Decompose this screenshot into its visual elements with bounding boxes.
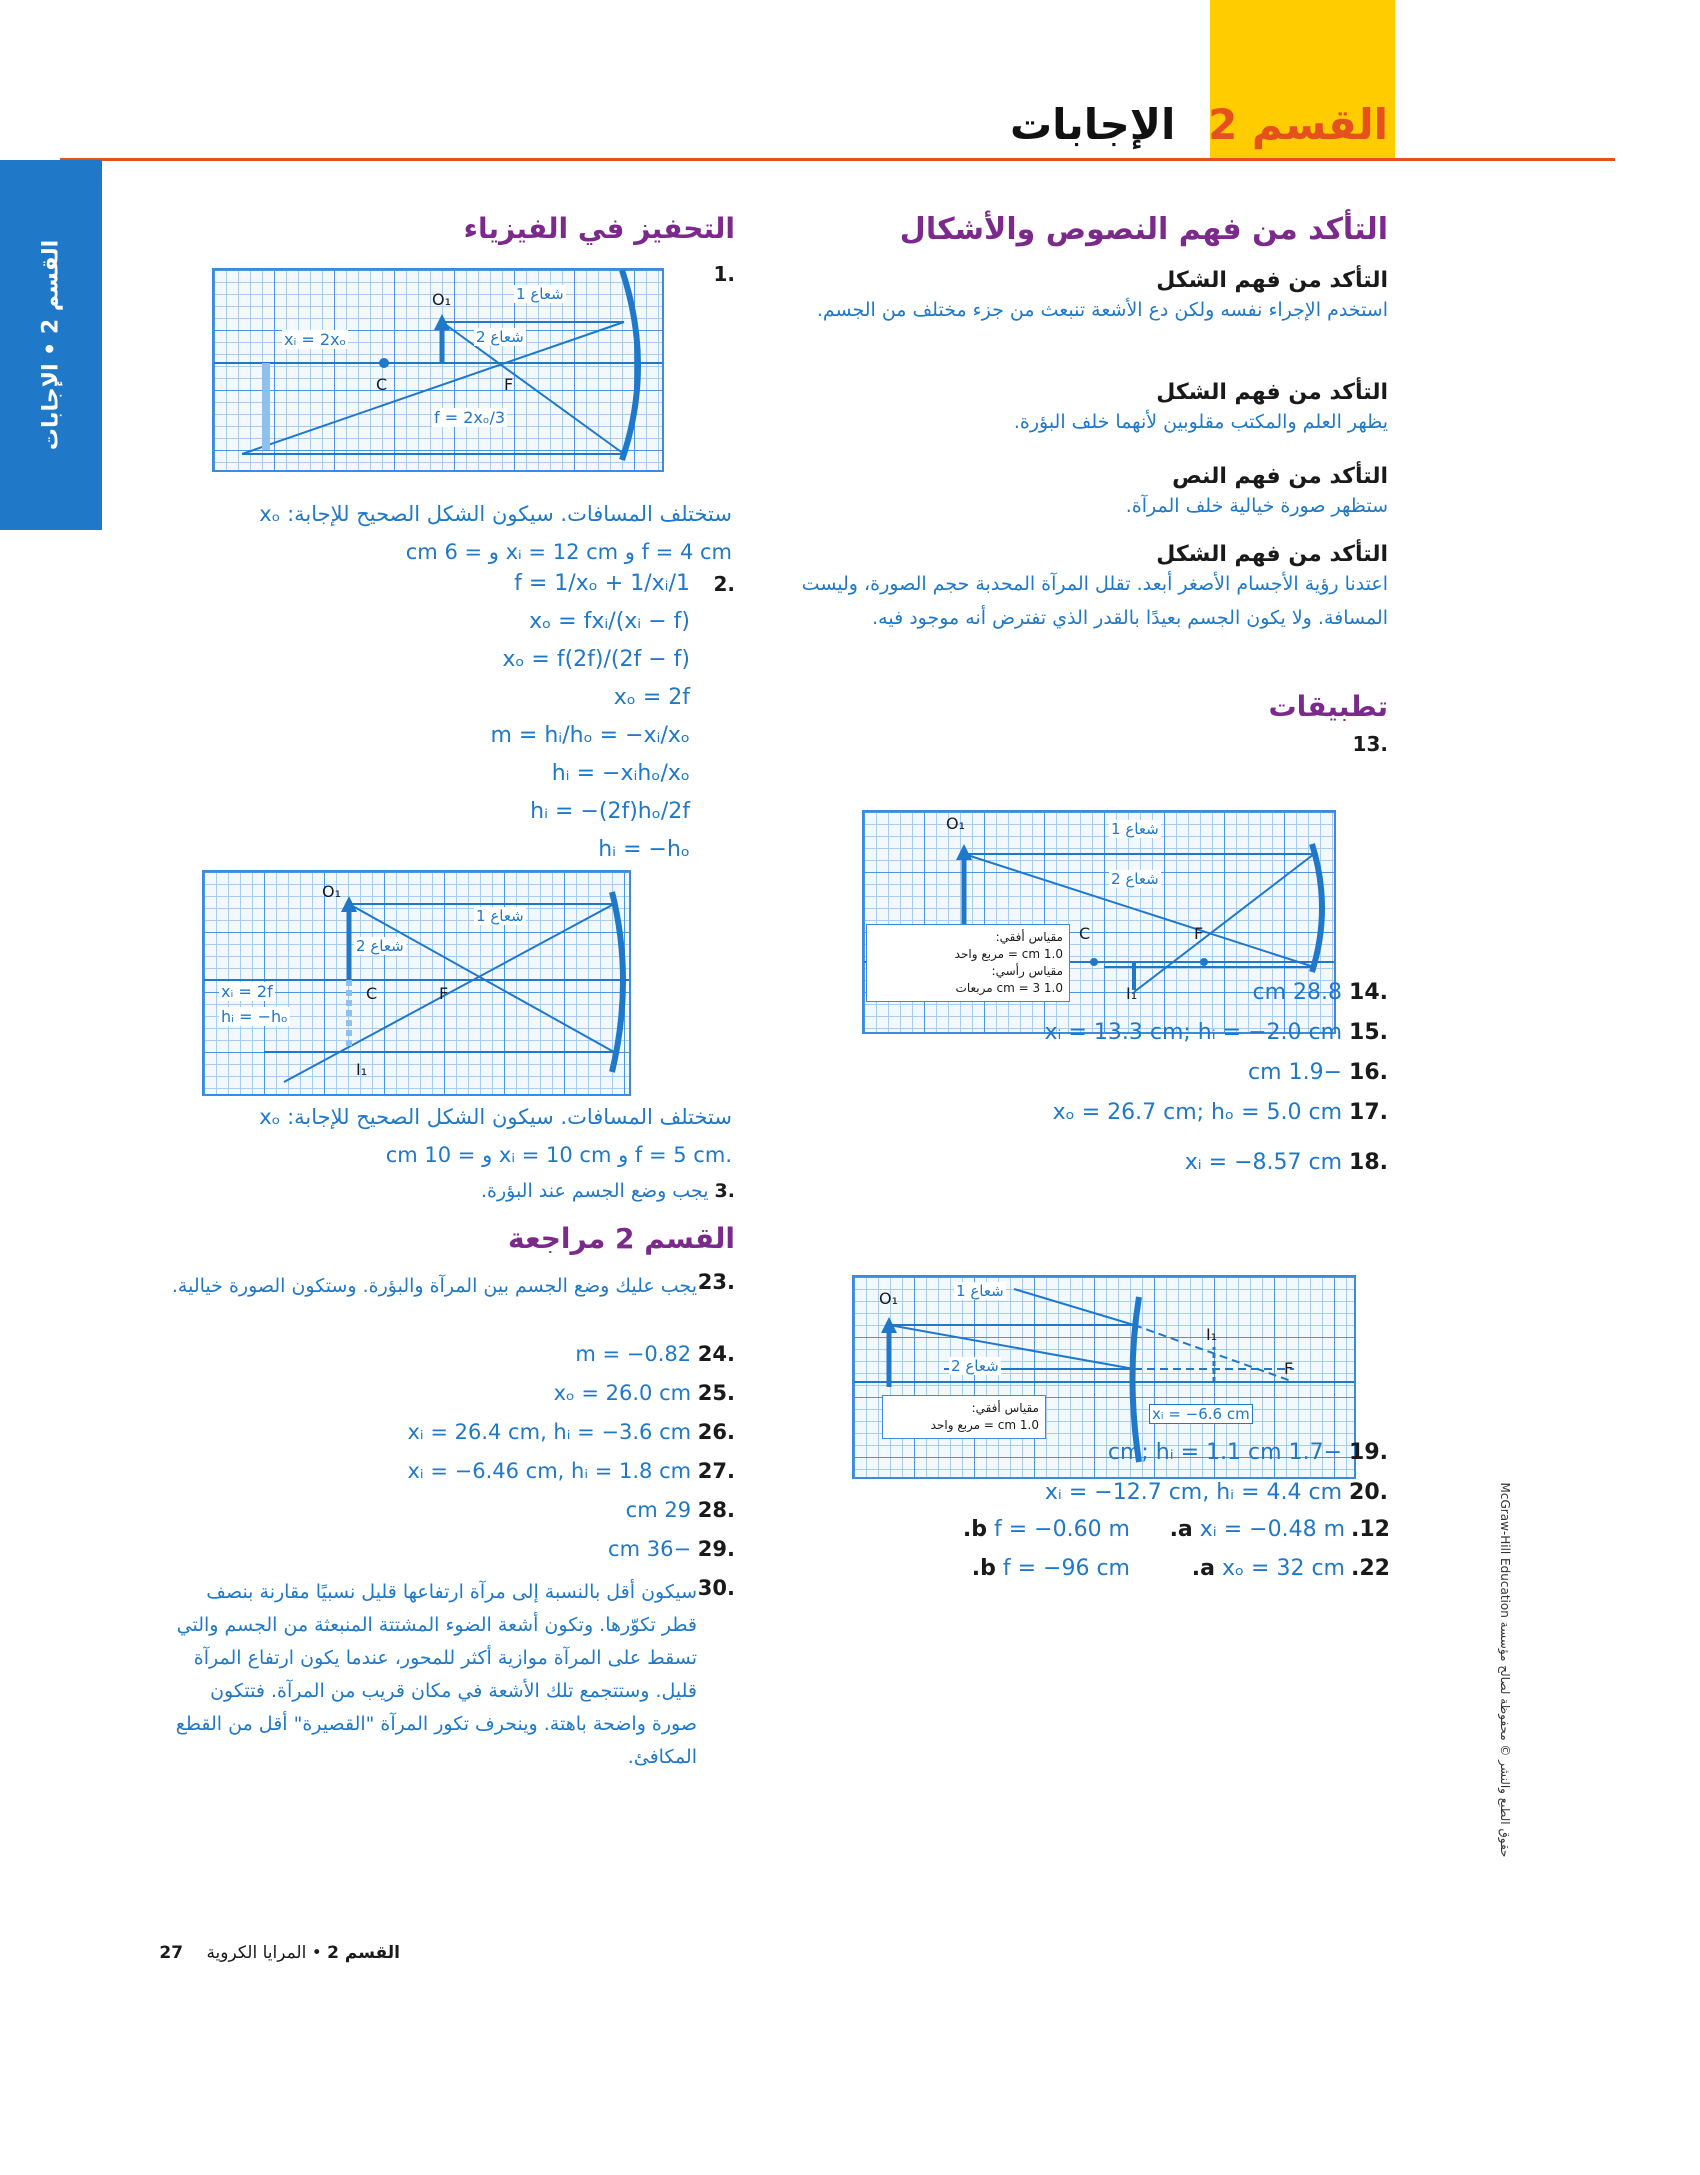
eq-line: hᵢ = −hₒ xyxy=(598,837,690,862)
answer-22: .22 .a xₒ = 32 cm .b f = −96 cm xyxy=(971,1556,1390,1581)
label-o1: O₁ xyxy=(879,1289,899,1308)
check-title: التأكد من فهم النص xyxy=(1172,464,1388,489)
label-i1: I₁ xyxy=(356,1060,368,1079)
check-text: اعتدنا رؤية الأجسام الأصغر أبعد. تقلل المرآة المحدبة حجم الصورة، وليست المسافة. ولا يكون الجسم بعيدًا بالقدر الذي تفترض أنه موجود فيه. xyxy=(801,573,1388,629)
answer-row: .16 −1.9 cm xyxy=(1248,1060,1388,1085)
label-ray1: شعاع 1 xyxy=(1111,820,1159,838)
q13-number: .13 xyxy=(1352,732,1388,756)
figure-19-scale: مقياس أفقي: 1.0 cm = مربع واحد xyxy=(882,1395,1046,1439)
ray-1-reflected xyxy=(1134,854,1314,992)
check-title: التأكد من فهم الشكل xyxy=(1156,542,1388,567)
mirror-arc xyxy=(1133,1297,1140,1462)
label-c: C xyxy=(1079,924,1091,943)
title-text: الإجابات xyxy=(1009,100,1176,149)
checks-list xyxy=(788,268,1388,635)
answer-12: .12 .a xᵢ = −0.48 m .b f = −0.60 m xyxy=(962,1517,1390,1542)
applications-heading: تطبيقات xyxy=(1268,690,1388,723)
review-24: .24 m = −0.82 xyxy=(575,1342,735,1366)
q2-number: .2 xyxy=(713,572,735,596)
label-xi: xᵢ = 2f xyxy=(221,982,273,1001)
review-27: .27 xᵢ = −6.46 cm, hᵢ = 1.8 cm xyxy=(407,1459,735,1483)
answer-row: .17 xₒ = 26.7 cm; hₒ = 5.0 cm xyxy=(1052,1100,1388,1125)
eq-line: hᵢ = −xᵢhₒ/xₒ xyxy=(551,761,690,786)
label-ray2: شعاع 2 xyxy=(951,1357,999,1375)
label-o1: O₁ xyxy=(322,882,342,901)
mirror-arc xyxy=(622,270,638,460)
eq-line: xₒ = 2f xyxy=(613,685,690,710)
side-tab-text: القسم 2 • الإجابات xyxy=(38,239,64,451)
answer-row: .20 xᵢ = −12.7 cm, hᵢ = 4.4 cm xyxy=(1044,1480,1388,1505)
page-title xyxy=(688,100,1388,149)
eq-line: 1/f = 1/xₒ + 1/xᵢ xyxy=(514,571,690,596)
check-text: ستظهر صورة خيالية خلف المرآة. xyxy=(1125,495,1388,517)
review-25: .25 xₒ = 26.0 cm xyxy=(553,1381,735,1405)
label-f: F xyxy=(1194,924,1204,943)
label-c: C xyxy=(376,375,388,394)
check-text: يظهر العلم والمكتب مقلوبين لأنهما خلف البؤرة. xyxy=(1013,411,1388,433)
ray-1-reflected xyxy=(284,904,614,1082)
ray-2 xyxy=(442,322,624,454)
label-o1: O₁ xyxy=(432,290,452,309)
eq-line: xₒ = f(2f)/(2f − f) xyxy=(502,647,690,672)
answer-row: .15 xᵢ = 13.3 cm; hᵢ = −2.0 cm xyxy=(1044,1020,1388,1045)
answers-14-18 xyxy=(888,980,1388,1190)
label-ray1: شعاع 1 xyxy=(516,285,564,303)
review-29: .29 −36 cm xyxy=(608,1537,735,1561)
section-number: 2 xyxy=(1208,100,1238,149)
label-ray2: شعاع 2 xyxy=(476,328,524,346)
label-ray1: شعاع 1 xyxy=(476,907,524,925)
check-title: التأكد من فهم الشكل xyxy=(1156,268,1388,293)
eq-line: hᵢ = −(2f)hₒ/2f xyxy=(530,799,690,824)
figure-13-scale: مقياس أفقي: 1.0 cm = مربع واحد مقياس رأسي: 1.0 cm = 3 مربعات xyxy=(866,924,1070,1002)
footer-section: القسم 2 xyxy=(327,1943,400,1963)
label-f: F xyxy=(504,375,514,394)
q3: .3 يجب وضع الجسم عند البؤرة. xyxy=(480,1180,735,1202)
figure-2 xyxy=(202,870,631,1096)
label-xi: xᵢ = 2xₒ xyxy=(284,330,347,349)
mirror-arc xyxy=(1312,844,1322,972)
check-1 xyxy=(788,268,1388,380)
label-ray2: شعاع 2 xyxy=(1111,870,1159,888)
review-28: .28 29 cm xyxy=(625,1498,735,1522)
header-rule xyxy=(60,158,1615,161)
eq-line: m = hᵢ/hₒ = −xᵢ/xₒ xyxy=(490,723,690,748)
review-30: .30 سيكون أقل بالنسبة إلى مرآة ارتفاعها قليل نسبيًا مقارنة بنصف قطر تكوّرها. وتكون أشعة الضوء المشتتة المنبعثة من الجسم والتي تسقط على المرآة موازية أكثر للمحور، عندما يكون ارتفاع المرآة قليل. وستتجمع تلك الأشعة في مكان قريب من المرآة. فتتكون صورة واضحة باهتة. وينحرف تكور المرآة "القصيرة" أقل من القطع المكافئ. xyxy=(175,1576,735,1768)
label-f-eq: f = 2xₒ/3 xyxy=(434,408,506,427)
check-text: استخدم الإجراء نفسه ولكن دع الأشعة تنبعث من جزء مختلف من الجسم. xyxy=(816,299,1388,321)
answer-row: .18 xᵢ = −8.57 cm xyxy=(1184,1150,1388,1175)
review-23: .23 يجب عليك وضع الجسم بين المرآة والبؤرة. وستكون الصورة خيالية. xyxy=(171,1270,735,1297)
check-3 xyxy=(788,464,1388,542)
label-hi: hᵢ = −hₒ xyxy=(221,1007,288,1026)
page-number: 27 xyxy=(159,1943,184,1963)
q1-answer: ستختلف المسافات. سيكون الشكل الصحيح للإجابة: xₒ f = 4 cm و xᵢ = 12 cm و = 6 cm xyxy=(259,502,732,564)
answer-row: .19 −1.7 cm; hᵢ = 1.1 cm xyxy=(1107,1440,1388,1465)
label-c: C xyxy=(366,984,378,1003)
label-f: F xyxy=(439,984,449,1003)
label-f: F xyxy=(1284,1359,1294,1378)
q1-number: .1 xyxy=(713,262,735,286)
copyright-notice: حقوق الطبع والنشر © محفوظة لصالح مؤسسة McGraw-Hill Education xyxy=(1498,1482,1512,1858)
q2-derivation xyxy=(290,565,690,869)
footer xyxy=(0,1943,400,1963)
label-ray2: شعاع 2 xyxy=(356,937,404,955)
check-2 xyxy=(788,380,1388,464)
left-heading: التحفيز في الفيزياء xyxy=(463,212,735,245)
ray-2 xyxy=(889,1325,1134,1369)
q2-answer: ستختلف المسافات. سيكون الشكل الصحيح للإجابة: xₒ .f = 5 cm و xᵢ = 10 cm و = 10 cm xyxy=(259,1105,732,1167)
right-heading: التأكد من فهم النصوص والأشكال xyxy=(899,212,1388,247)
figure-1 xyxy=(212,268,664,472)
label-ray1: شعاع 1 xyxy=(956,1282,1004,1300)
label-xi: xᵢ = −6.6 cm xyxy=(1149,1404,1253,1424)
answers-19-20 xyxy=(888,1440,1388,1520)
label-o1: O₁ xyxy=(946,814,966,833)
eq-line: xₒ = fxᵢ/(xᵢ − f) xyxy=(529,609,690,634)
review-26: .26 xᵢ = 26.4 cm, hᵢ = −3.6 cm xyxy=(407,1420,735,1444)
check-4 xyxy=(788,542,1388,635)
label-i1: I₁ xyxy=(1126,984,1138,1003)
answer-row: .14 28.8 cm xyxy=(1252,980,1388,1005)
review-answers xyxy=(155,1270,735,1774)
review-heading: القسم 2 مراجعة xyxy=(507,1222,735,1255)
ray-1-reflected xyxy=(1014,1289,1134,1325)
label-i1: I₁ xyxy=(1206,1325,1218,1344)
section-label: القسم xyxy=(1251,100,1388,149)
mirror-arc xyxy=(612,892,623,1072)
footer-chapter: • المرايا الكروية xyxy=(206,1943,322,1963)
check-title: التأكد من فهم الشكل xyxy=(1156,380,1388,405)
